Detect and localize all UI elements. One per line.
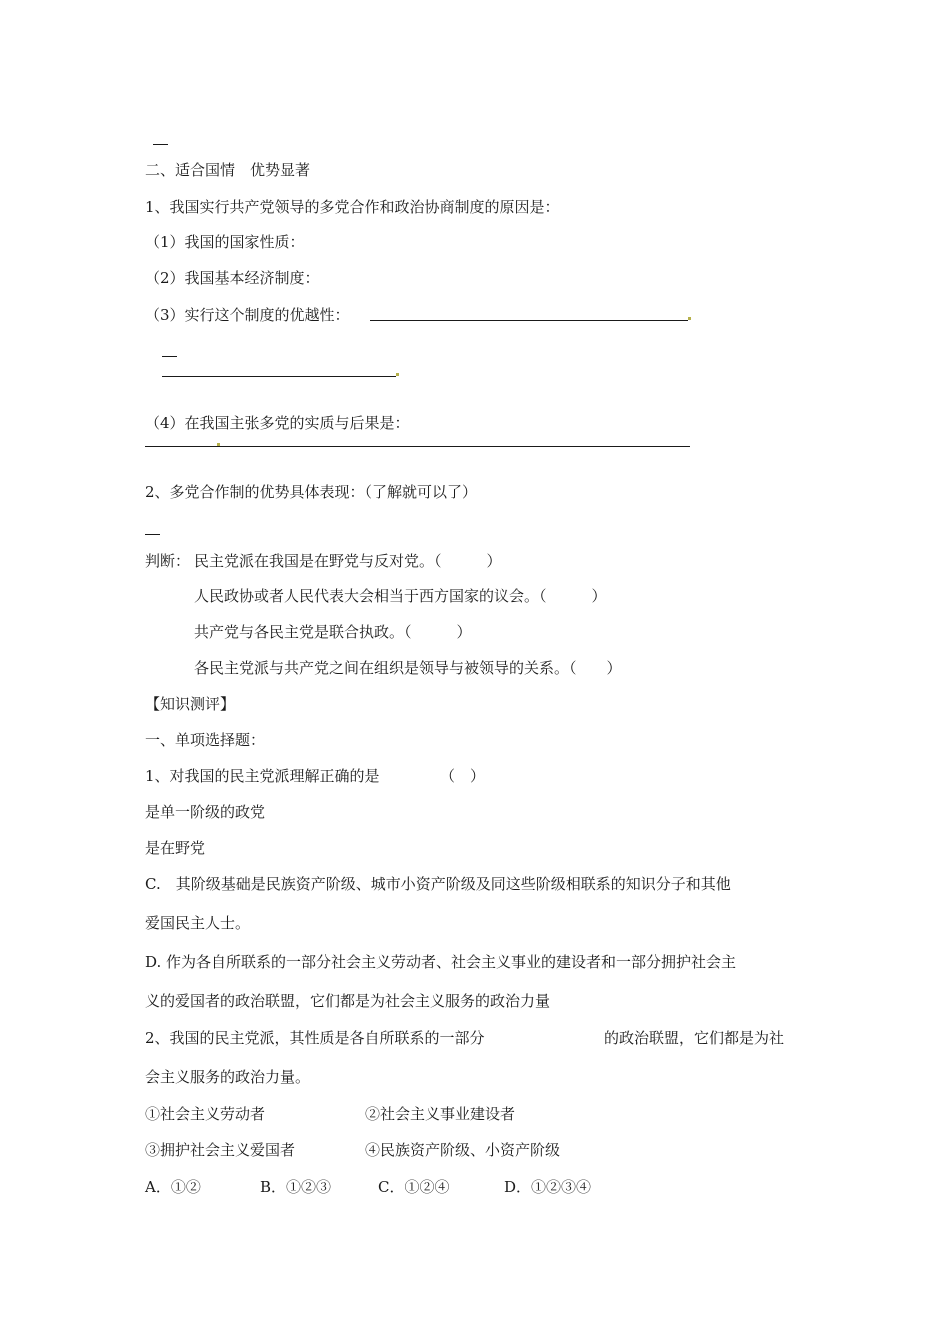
judge-item: 共产党与各民主党是联合执政。（ ） <box>194 623 472 641</box>
answer-option-d: D．①②③④ <box>504 1178 592 1196</box>
option-d-line-2: 义的爱国者的政治联盟，它们都是为社会主义服务的政治力量 <box>145 992 551 1010</box>
option-c-line-1: C. 其阶级基础是民族资产阶级、城市小资产阶级及同这些阶级相联系的知识分子和其他 <box>145 875 731 893</box>
question-1-item-2: （2）我国基本经济制度： <box>145 269 320 287</box>
mc-question-2-stem-end: 的政治联盟，它们都是为社 <box>604 1029 785 1047</box>
question-1-item-1: （1）我国的国家性质： <box>145 233 305 251</box>
dot-mark <box>688 317 691 320</box>
answer-option-c: C．①②④ <box>378 1178 450 1196</box>
option-b: 是在野党 <box>145 839 206 857</box>
option-d-line-1: D. 作为各自所联系的一部分社会主义劳动者、社会主义事业的建设者和一部分拥护社会主 <box>145 953 737 971</box>
short-dash <box>153 144 168 145</box>
answer-option-a: A．①② <box>145 1178 201 1196</box>
short-dash <box>162 356 177 357</box>
mc-question-2-stem: 2、我国的民主党派，其性质是各自所联系的一部分 <box>145 1029 485 1047</box>
short-dash <box>145 534 160 535</box>
answer-option-b: B．①②③ <box>260 1178 332 1196</box>
choice-4: ④民族资产阶级、小资产阶级 <box>365 1141 561 1159</box>
answer-line <box>145 446 690 447</box>
mc-question-1-stem: 1、对我国的民主党派理解正确的是 <box>145 767 380 785</box>
choice-2: ②社会主义事业建设者 <box>365 1105 516 1123</box>
answer-line <box>162 376 396 377</box>
question-2-title: 2、多党合作制的优势具体表现：（了解就可以了） <box>145 483 478 501</box>
question-1-item-3: （3）实行这个制度的优越性： <box>145 306 350 324</box>
dot-mark <box>217 443 220 446</box>
option-a: 是单一阶级的政党 <box>145 803 266 821</box>
mc-question-2-stem-line-2: 会主义服务的政治力量。 <box>145 1068 311 1086</box>
test-heading: 【知识测评】 <box>145 695 236 713</box>
choice-1: ①社会主义劳动者 <box>145 1105 266 1123</box>
question-1-item-4: （4）在我国主张多党的实质与后果是： <box>145 414 410 432</box>
option-c-line-2: 爱国民主人士。 <box>145 914 251 932</box>
part-heading: 一、单项选择题： <box>145 731 266 749</box>
choice-3: ③拥护社会主义爱国者 <box>145 1141 296 1159</box>
answer-line <box>370 320 688 321</box>
judge-item: 各民主党派与共产党之间在组织是领导与被领导的关系。（ ） <box>194 659 622 677</box>
question-1-title: 1、我国实行共产党领导的多党合作和政治协商制度的原因是： <box>145 198 560 216</box>
dot-mark <box>396 373 399 376</box>
judge-item: 民主党派在我国是在野党与反对党。（ ） <box>194 552 502 570</box>
judge-item: 人民政协或者人民代表大会相当于西方国家的议会。（ ） <box>194 587 607 605</box>
section-heading: 二、适合国情 优势显著 <box>145 161 311 179</box>
judge-label: 判断： <box>145 552 191 570</box>
answer-paren: （ ） <box>440 767 486 785</box>
